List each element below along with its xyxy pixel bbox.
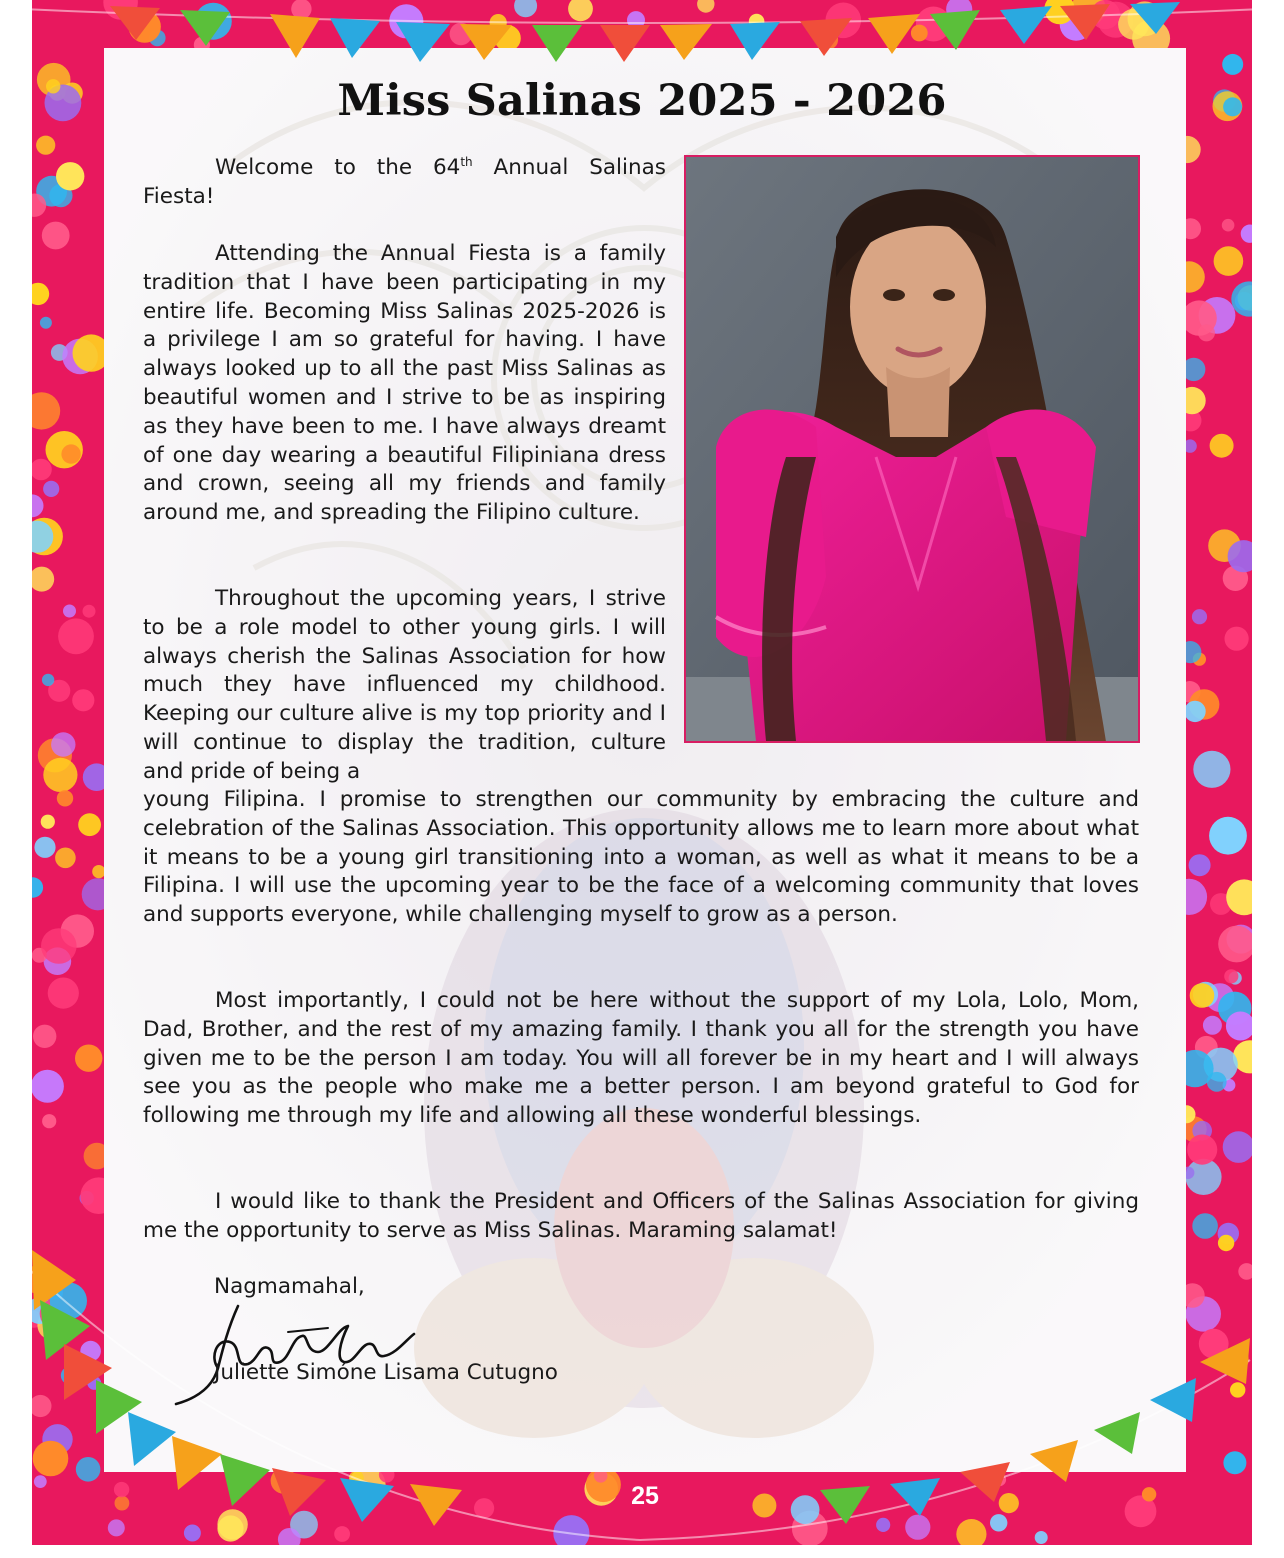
confetti-dot (41, 815, 55, 829)
confetti-dot (56, 162, 84, 190)
confetti-dot (32, 1070, 64, 1103)
confetti-dot (72, 689, 94, 711)
confetti-dot (32, 459, 52, 481)
confetti-dot (51, 732, 75, 756)
confetti-dot (32, 392, 60, 429)
intro-superscript: th (460, 154, 473, 169)
confetti-dot (32, 283, 49, 305)
confetti-dot (1187, 1135, 1217, 1165)
confetti-dot (42, 222, 70, 250)
confetti-dot (32, 494, 44, 517)
confetti-dot (40, 317, 52, 329)
intro-tail: Annual Salinas Fiesta! (143, 155, 666, 209)
paragraph-thanks (143, 1188, 1139, 1246)
confetti-dot (41, 928, 77, 964)
page-number: 25 (631, 1482, 659, 1510)
confetti-dot (1192, 609, 1207, 624)
signer-name: Juliette Simóne Lisama Cutugno (214, 1360, 558, 1385)
bunting-top (0, 0, 1284, 70)
confetti-dot (1190, 983, 1215, 1008)
confetti-dot (1241, 225, 1252, 243)
confetti-dot (1189, 854, 1211, 876)
paragraph-role-model-text-top: Throughout the upcoming years, I strive to be a role model to other young girls. I will always cherish the Salinas Association for how much they have influenced my childhood. Keeping our culture alive is my top priority and I will continue to display the tradition, culture and pride of being a (143, 586, 666, 784)
confetti-dot (32, 877, 43, 897)
confetti-dot (1218, 926, 1252, 963)
confetti-dot (33, 1025, 56, 1048)
confetti-dot (43, 758, 77, 792)
confetti-dot (78, 813, 101, 836)
paragraph-thanks-text: I would like to thank the President and Officers of the Salinas Association for giving me the opportunity to serve as Miss Salinas. Maraming salamat! (143, 1189, 1139, 1243)
confetti-dot (83, 605, 96, 618)
confetti-dot (1210, 434, 1234, 458)
confetti-dot (61, 444, 80, 463)
confetti-dot (1192, 1213, 1218, 1239)
paragraph-role-model-top (143, 585, 666, 787)
page-title: Miss Salinas 2025 - 2026 (337, 76, 947, 126)
intro-paragraph (143, 154, 666, 212)
confetti-dot (48, 978, 79, 1009)
confetti-dot (1209, 817, 1247, 855)
handwritten-signature (168, 1298, 428, 1410)
confetti-dot (42, 1114, 56, 1128)
confetti-dot (1225, 627, 1249, 651)
paragraph-tradition-text: Attending the Annual Fiesta is a family tradition that I have been participating in my entire life. Becoming Miss Salinas 2025-2026 is a privilege I am so grateful for having. I have always looked up to all the past Miss Salinas as beautiful women and I strive to be as inspiring as they have been to me. I have always dreamt of one day wearing a beautiful Filipiniana dress and crown, seeing all my friends and family around me, and spreading the Filipino culture. (143, 241, 666, 526)
confetti-dot (43, 481, 59, 497)
portrait-illustration (686, 157, 1138, 741)
paragraph-tradition (143, 240, 666, 528)
paragraph-family (143, 987, 1139, 1131)
portrait-photo (684, 155, 1140, 743)
confetti-dot (1198, 324, 1215, 341)
confetti-dot (1222, 219, 1235, 232)
confetti-dot (32, 567, 54, 592)
confetti-dot (75, 1045, 102, 1072)
paragraph-role-model-bottom (143, 786, 1139, 930)
closing-salutation: Nagmamahal, (214, 1274, 365, 1299)
confetti-dot (1193, 751, 1230, 788)
paragraph-family-text: Most importantly, I could not be here without the support of my Lola, Lolo, Mom, Dad, Brother, and the rest of my amazing family. I thank you all for the strength you have given me to be the person I am today. You will all forever be in my heart and I will always see you as the people who make me a better person. I am beyond grateful to God for following me through my life and allowing all these wonderful blessings. (143, 988, 1139, 1129)
paragraph-role-model-text-bottom: young Filipina. I promise to strengthen our community by embracing the culture and celebration of the Salinas Association. This opportunity allows me to learn more about what it means to be a young girl transitioning into a woman, as well as what it means to be a Filipina. I will use the upcoming year to be the face of a welcoming community that loves and supports everyone, while challenging myself to grow as a person. (143, 787, 1139, 928)
intro-text: Welcome to the 64 (215, 155, 461, 180)
confetti-dot (58, 618, 94, 654)
confetti-dot (1224, 969, 1238, 983)
confetti-dot (1214, 246, 1244, 276)
confetti-dot (1223, 1131, 1252, 1163)
confetti-dot (55, 848, 76, 869)
confetti-dot (36, 136, 55, 155)
confetti-dot (57, 790, 73, 806)
confetti-dot (34, 837, 55, 858)
confetti-dot (63, 605, 76, 618)
confetti-dot (42, 674, 54, 686)
confetti-dot (1203, 1016, 1222, 1035)
confetti-dot (1184, 701, 1205, 722)
